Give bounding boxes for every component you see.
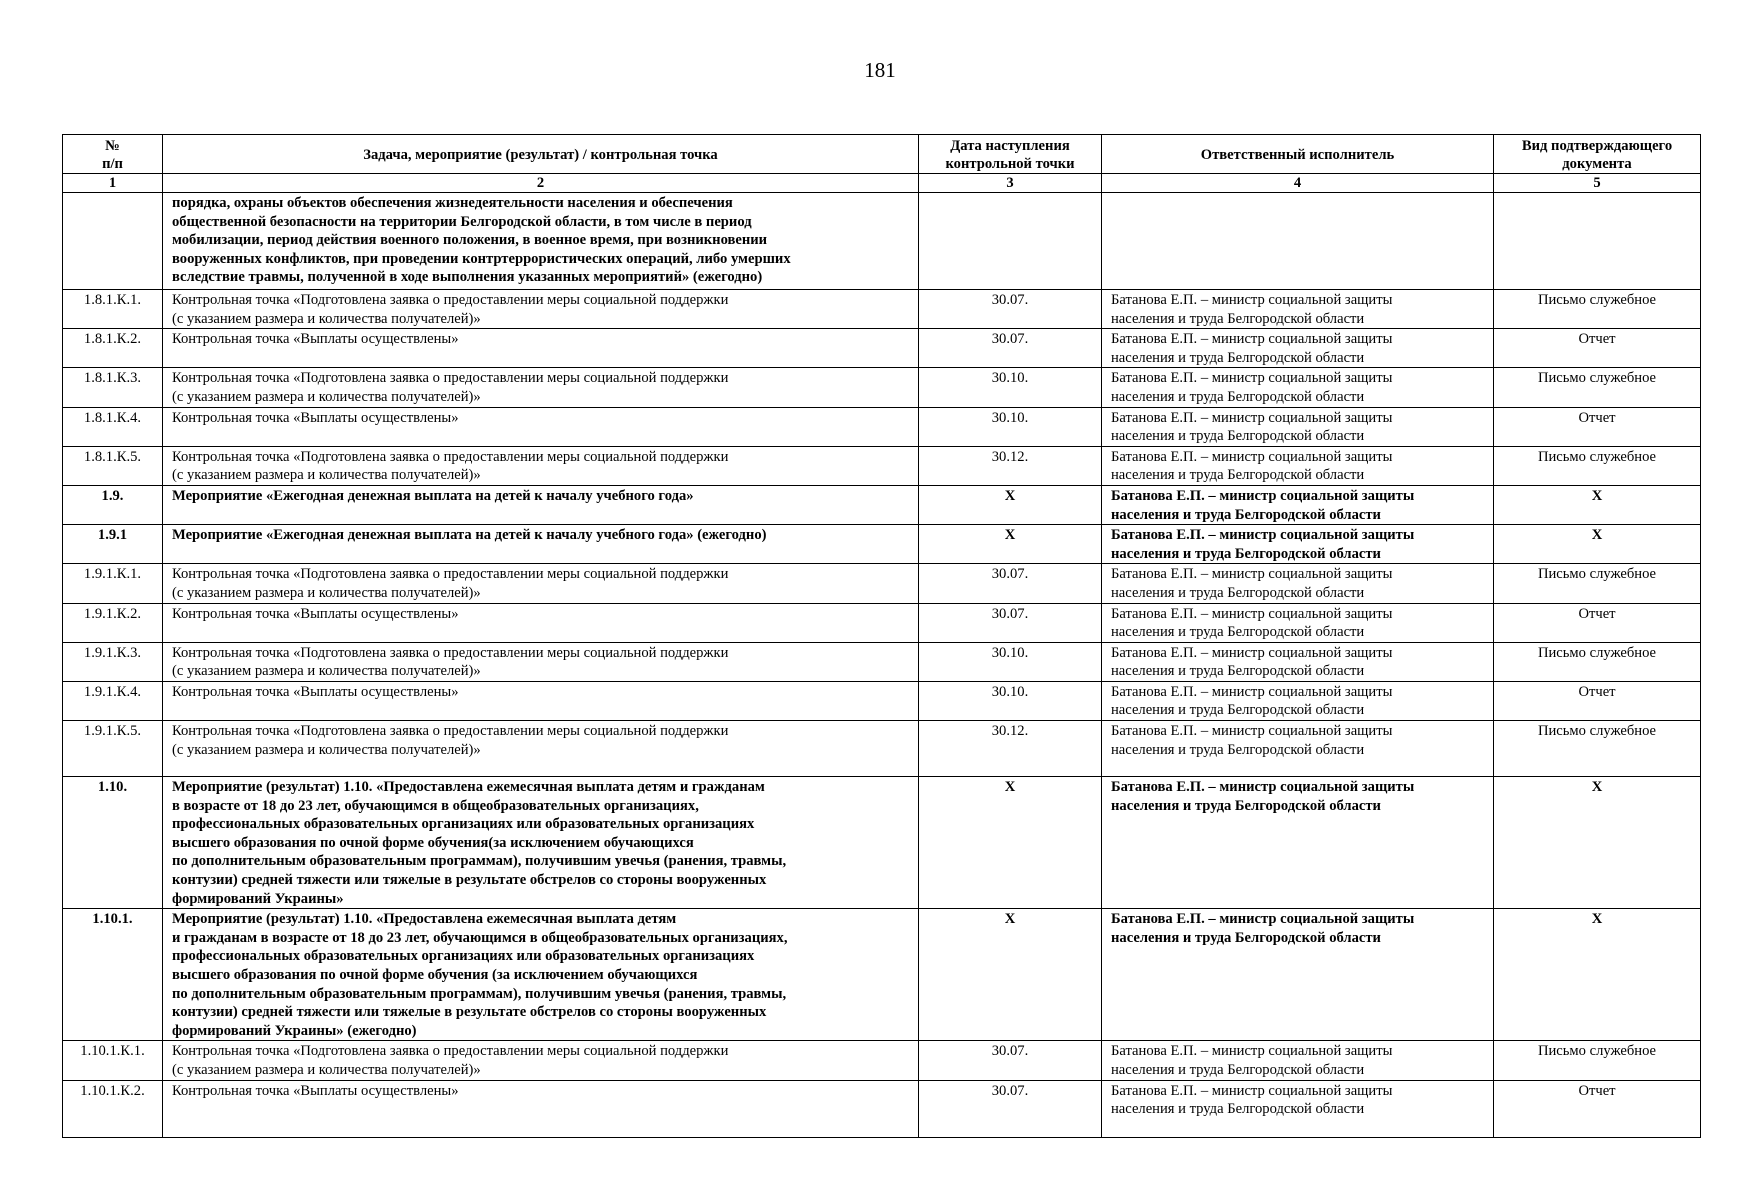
task-description: порядка, охраны объектов обеспечения жизнедеятельности населения и обеспечения общественной безопасности на территории Белгородской области, в том числе в период мобилизации, период действия военного положения, в военное время, при возникновении вооруженных конфликтов, при проведении контртеррористических операций, либо умерших вследствие травмы, полученной в ходе выполнения указанных мероприятий» (ежегодно) — [163, 193, 919, 290]
table-row — [63, 407, 1701, 446]
document-type — [1494, 193, 1701, 290]
document-type: Письмо служебное — [1494, 368, 1701, 407]
column-numbers-row — [63, 174, 1701, 193]
row-number: 1.9.1 — [63, 525, 163, 564]
table-header-row — [63, 135, 1701, 174]
responsible-executor: Батанова Е.П. – министр социальной защиты населения и труда Белгородской области — [1102, 485, 1494, 524]
responsible-executor: Батанова Е.П. – министр социальной защиты населения и труда Белгородской области — [1102, 290, 1494, 329]
table-row — [63, 485, 1701, 524]
responsible-executor: Батанова Е.П. – министр социальной защиты населения и труда Белгородской области — [1102, 642, 1494, 681]
table-row — [63, 721, 1701, 777]
control-date: 30.12. — [919, 721, 1102, 777]
control-date: 30.07. — [919, 290, 1102, 329]
responsible-executor: Батанова Е.П. – министр социальной защиты населения и труда Белгородской области — [1102, 1080, 1494, 1137]
task-description: Контрольная точка «Выплаты осуществлены» — [163, 681, 919, 720]
task-description: Мероприятие «Ежегодная денежная выплата на детей к началу учебного года» (ежегодно) — [163, 525, 919, 564]
table-row — [63, 777, 1701, 909]
responsible-executor — [1102, 193, 1494, 290]
document-type: Письмо служебное — [1494, 564, 1701, 603]
row-number: 1.9.1.К.4. — [63, 681, 163, 720]
responsible-executor: Батанова Е.П. – министр социальной защиты населения и труда Белгородской области — [1102, 368, 1494, 407]
task-description: Контрольная точка «Подготовлена заявка о предоставлении меры социальной поддержки (с указанием размера и количества получателей)» — [163, 721, 919, 777]
control-date: 30.07. — [919, 1080, 1102, 1137]
responsible-executor: Батанова Е.П. – министр социальной защиты населения и труда Белгородской области — [1102, 525, 1494, 564]
responsible-executor: Батанова Е.П. – министр социальной защиты населения и труда Белгородской области — [1102, 446, 1494, 485]
responsible-executor: Батанова Е.П. – министр социальной защиты населения и труда Белгородской области — [1102, 909, 1494, 1041]
task-description: Контрольная точка «Подготовлена заявка о предоставлении меры социальной поддержки (с указанием размера и количества получателей)» — [163, 290, 919, 329]
control-date: 30.07. — [919, 1041, 1102, 1080]
control-date: 30.10. — [919, 407, 1102, 446]
row-number: 1.10.1. — [63, 909, 163, 1041]
document-type: Отчет — [1494, 329, 1701, 368]
responsible-executor: Батанова Е.П. – министр социальной защиты населения и труда Белгородской области — [1102, 1041, 1494, 1080]
responsible-executor: Батанова Е.П. – министр социальной защиты населения и труда Белгородской области — [1102, 681, 1494, 720]
header-executor: Ответственный исполнитель — [1102, 135, 1494, 174]
document-type: Отчет — [1494, 603, 1701, 642]
header-date: Дата наступления контрольной точки — [919, 135, 1102, 174]
header-task: Задача, мероприятие (результат) / контрольная точка — [163, 135, 919, 174]
control-date: 30.10. — [919, 368, 1102, 407]
row-number: 1.10. — [63, 777, 163, 909]
document-type: X — [1494, 525, 1701, 564]
control-date: X — [919, 525, 1102, 564]
responsible-executor: Батанова Е.П. – министр социальной защиты населения и труда Белгородской области — [1102, 603, 1494, 642]
row-number: 1.8.1.К.1. — [63, 290, 163, 329]
responsible-executor: Батанова Е.П. – министр социальной защиты населения и труда Белгородской области — [1102, 329, 1494, 368]
document-type: X — [1494, 909, 1701, 1041]
task-description: Контрольная точка «Выплаты осуществлены» — [163, 603, 919, 642]
document-type: Отчет — [1494, 407, 1701, 446]
task-description: Мероприятие «Ежегодная денежная выплата на детей к началу учебного года» — [163, 485, 919, 524]
document-type: X — [1494, 777, 1701, 909]
table-row — [63, 909, 1701, 1041]
responsible-executor: Батанова Е.П. – министр социальной защиты населения и труда Белгородской области — [1102, 721, 1494, 777]
task-description: Контрольная точка «Подготовлена заявка о предоставлении меры социальной поддержки (с указанием размера и количества получателей)» — [163, 642, 919, 681]
row-number: 1.8.1.К.5. — [63, 446, 163, 485]
row-number: 1.9.1.К.1. — [63, 564, 163, 603]
task-description: Контрольная точка «Подготовлена заявка о предоставлении меры социальной поддержки (с указанием размера и количества получателей)» — [163, 368, 919, 407]
document-type: X — [1494, 485, 1701, 524]
responsible-executor: Батанова Е.П. – министр социальной защиты населения и труда Белгородской области — [1102, 564, 1494, 603]
control-date — [919, 193, 1102, 290]
page-number: 181 — [864, 58, 896, 82]
row-number: 1.9.1.К.2. — [63, 603, 163, 642]
header-number: № п/п — [63, 135, 163, 174]
responsible-executor: Батанова Е.П. – министр социальной защиты населения и труда Белгородской области — [1102, 407, 1494, 446]
row-number: 1.9.1.К.5. — [63, 721, 163, 777]
document-type: Письмо служебное — [1494, 290, 1701, 329]
task-description: Контрольная точка «Выплаты осуществлены» — [163, 329, 919, 368]
control-date: 30.07. — [919, 564, 1102, 603]
task-description: Мероприятие (результат) 1.10. «Предоставлена ежемесячная выплата детям и гражданам в возрасте от 18 до 23 лет, обучающимся в общеобразовательных организациях, профессиональных образовательных организациях или образовательных организациях высшего образования по очной форме обучения (за исключением обучающихся по дополнительным образовательным программам), получившим увечья (ранения, травмы, контузии) средней тяжести или тяжелые в результате обстрелов со стороны вооруженных формирований Украины» (ежегодно) — [163, 909, 919, 1041]
row-number: 1.10.1.К.2. — [63, 1080, 163, 1137]
column-number: 5 — [1494, 174, 1701, 193]
control-date: X — [919, 777, 1102, 909]
document-type: Письмо служебное — [1494, 642, 1701, 681]
column-number: 2 — [163, 174, 919, 193]
table-row — [63, 681, 1701, 720]
table-row — [63, 368, 1701, 407]
task-description: Контрольная точка «Выплаты осуществлены» — [163, 1080, 919, 1137]
table-row — [63, 525, 1701, 564]
row-number — [63, 193, 163, 290]
control-date: 30.10. — [919, 642, 1102, 681]
table-row — [63, 1041, 1701, 1080]
control-date: 30.07. — [919, 329, 1102, 368]
table-row — [63, 290, 1701, 329]
table-row — [63, 603, 1701, 642]
table-row — [63, 329, 1701, 368]
control-date: X — [919, 485, 1102, 524]
table-row — [63, 193, 1701, 290]
document-type: Отчет — [1494, 1080, 1701, 1137]
document-type: Письмо служебное — [1494, 1041, 1701, 1080]
column-number: 1 — [63, 174, 163, 193]
row-number: 1.8.1.К.4. — [63, 407, 163, 446]
row-number: 1.8.1.К.2. — [63, 329, 163, 368]
row-number: 1.8.1.К.3. — [63, 368, 163, 407]
column-number: 3 — [919, 174, 1102, 193]
task-description: Контрольная точка «Подготовлена заявка о предоставлении меры социальной поддержки (с указанием размера и количества получателей)» — [163, 564, 919, 603]
control-date: 30.12. — [919, 446, 1102, 485]
document-type: Письмо служебное — [1494, 721, 1701, 777]
row-number: 1.9.1.К.3. — [63, 642, 163, 681]
table-row — [63, 1080, 1701, 1137]
row-number: 1.10.1.К.1. — [63, 1041, 163, 1080]
table-row — [63, 642, 1701, 681]
table-row — [63, 564, 1701, 603]
control-date: 30.10. — [919, 681, 1102, 720]
document-type: Письмо служебное — [1494, 446, 1701, 485]
task-description: Контрольная точка «Выплаты осуществлены» — [163, 407, 919, 446]
control-date: X — [919, 909, 1102, 1041]
row-number: 1.9. — [63, 485, 163, 524]
column-number: 4 — [1102, 174, 1494, 193]
header-document: Вид подтверждающего документа — [1494, 135, 1701, 174]
document-type: Отчет — [1494, 681, 1701, 720]
table-row — [63, 446, 1701, 485]
task-description: Контрольная точка «Подготовлена заявка о предоставлении меры социальной поддержки (с указанием размера и количества получателей)» — [163, 446, 919, 485]
task-description: Мероприятие (результат) 1.10. «Предоставлена ежемесячная выплата детям и гражданам в возрасте от 18 до 23 лет, обучающимся в общеобразовательных организациях, профессиональных образовательных организациях или образовательных организациях высшего образования по очной форме обучения(за исключением обучающихся по дополнительным образовательным программам), получившим увечья (ранения, травмы, контузии) средней тяжести или тяжелые в результате обстрелов со стороны вооруженных формирований Украины» — [163, 777, 919, 909]
control-points-table — [62, 134, 1701, 1138]
control-date: 30.07. — [919, 603, 1102, 642]
task-description: Контрольная точка «Подготовлена заявка о предоставлении меры социальной поддержки (с указанием размера и количества получателей)» — [163, 1041, 919, 1080]
responsible-executor: Батанова Е.П. – министр социальной защиты населения и труда Белгородской области — [1102, 777, 1494, 909]
